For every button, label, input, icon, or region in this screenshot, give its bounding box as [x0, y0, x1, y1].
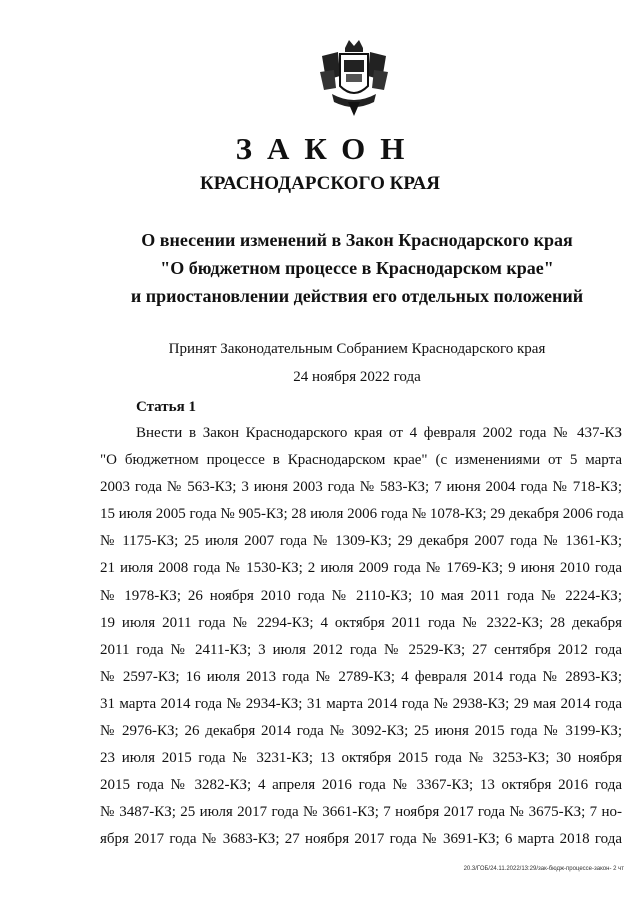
body-line: 23 июля 2015 года № 3231-КЗ; 13 октября 2015 года № 3253-КЗ; 30 ноября	[100, 750, 622, 767]
article-title: Статья 1	[136, 399, 196, 415]
body-line: 31 марта 2014 года № 2934-КЗ; 31 марта 2014 года № 2938-КЗ; 29 мая 2014 года	[100, 695, 622, 712]
heading-line: "О бюджетном процессе в Краснодарском крае"	[160, 258, 554, 278]
body-line: № 1978-КЗ; 26 ноября 2010 года № 2110-КЗ; 10 мая 2011 года № 2224-КЗ;	[100, 587, 622, 604]
heading-line: О внесении изменений в Закон Краснодарского края	[141, 230, 573, 250]
body-line: 19 июля 2011 года № 2294-КЗ; 4 октября 2011 года № 2322-КЗ; 28 декабря	[100, 614, 622, 631]
body-line: 21 июля 2008 года № 1530-КЗ; 2 июля 2009 года № 1769-КЗ; 9 июня 2010 года	[100, 560, 622, 577]
body-line: № 2597-КЗ; 16 июля 2013 года № 2789-КЗ; 4 февраля 2014 года № 2893-КЗ;	[100, 668, 622, 685]
body-line: № 1175-КЗ; 25 июля 2007 года № 1309-КЗ; 29 декабря 2007 года № 1361-КЗ;	[100, 533, 622, 550]
body-line: Внести в Закон Краснодарского края от 4 февраля 2002 года № 437-КЗ	[136, 425, 622, 441]
document-footer-code: 20.3/ГОБ/24.11.2022/13:29/зак-бюдж-процессе-закон- 2 чт	[463, 866, 624, 872]
law-subtitle: КРАСНОДАРСКОГО КРАЯ	[199, 173, 441, 194]
krasnodar-coat-of-arms-emblem	[318, 36, 390, 118]
adoption-line: Принят Законодательным Собранием Краснодарского края	[168, 341, 546, 357]
body-line: 2003 года № 563-КЗ; 3 июня 2003 года № 583-КЗ; 7 июня 2004 года № 718-КЗ;	[100, 479, 622, 496]
body-line: № 2976-КЗ; 26 декабря 2014 года № 3092-КЗ; 25 июня 2015 года № 3199-КЗ;	[100, 723, 622, 740]
body-line: "О бюджетном процессе в Краснодарском крае" (с изменениями от 5 марта	[100, 452, 622, 469]
law-title: ЗАКОН	[235, 131, 420, 166]
body-line: 2015 года № 3282-КЗ; 4 апреля 2016 года № 3367-КЗ; 13 октября 2016 года	[100, 777, 622, 794]
body-line: 2011 года № 2411-КЗ; 3 июля 2012 года № 2529-КЗ; 27 сентября 2012 года	[100, 641, 622, 658]
article-body	[100, 420, 622, 854]
law-heading	[0, 226, 640, 310]
adoption-note	[0, 335, 640, 391]
body-line: 15 июля 2005 года № 905-КЗ; 28 июля 2006 года № 1078-КЗ; 29 декабря 2006 года	[100, 506, 624, 523]
body-line: № 3487-КЗ; 25 июля 2017 года № 3661-КЗ; 7 ноября 2017 года № 3675-КЗ; 7 но-	[100, 804, 622, 821]
body-line: ября 2017 года № 3683-КЗ; 27 ноября 2017 года № 3691-КЗ; 6 марта 2018 года	[100, 831, 622, 848]
heading-line: и приостановлении действия его отдельных положений	[130, 286, 584, 306]
adoption-date: 24 ноября 2022 года	[293, 369, 421, 385]
